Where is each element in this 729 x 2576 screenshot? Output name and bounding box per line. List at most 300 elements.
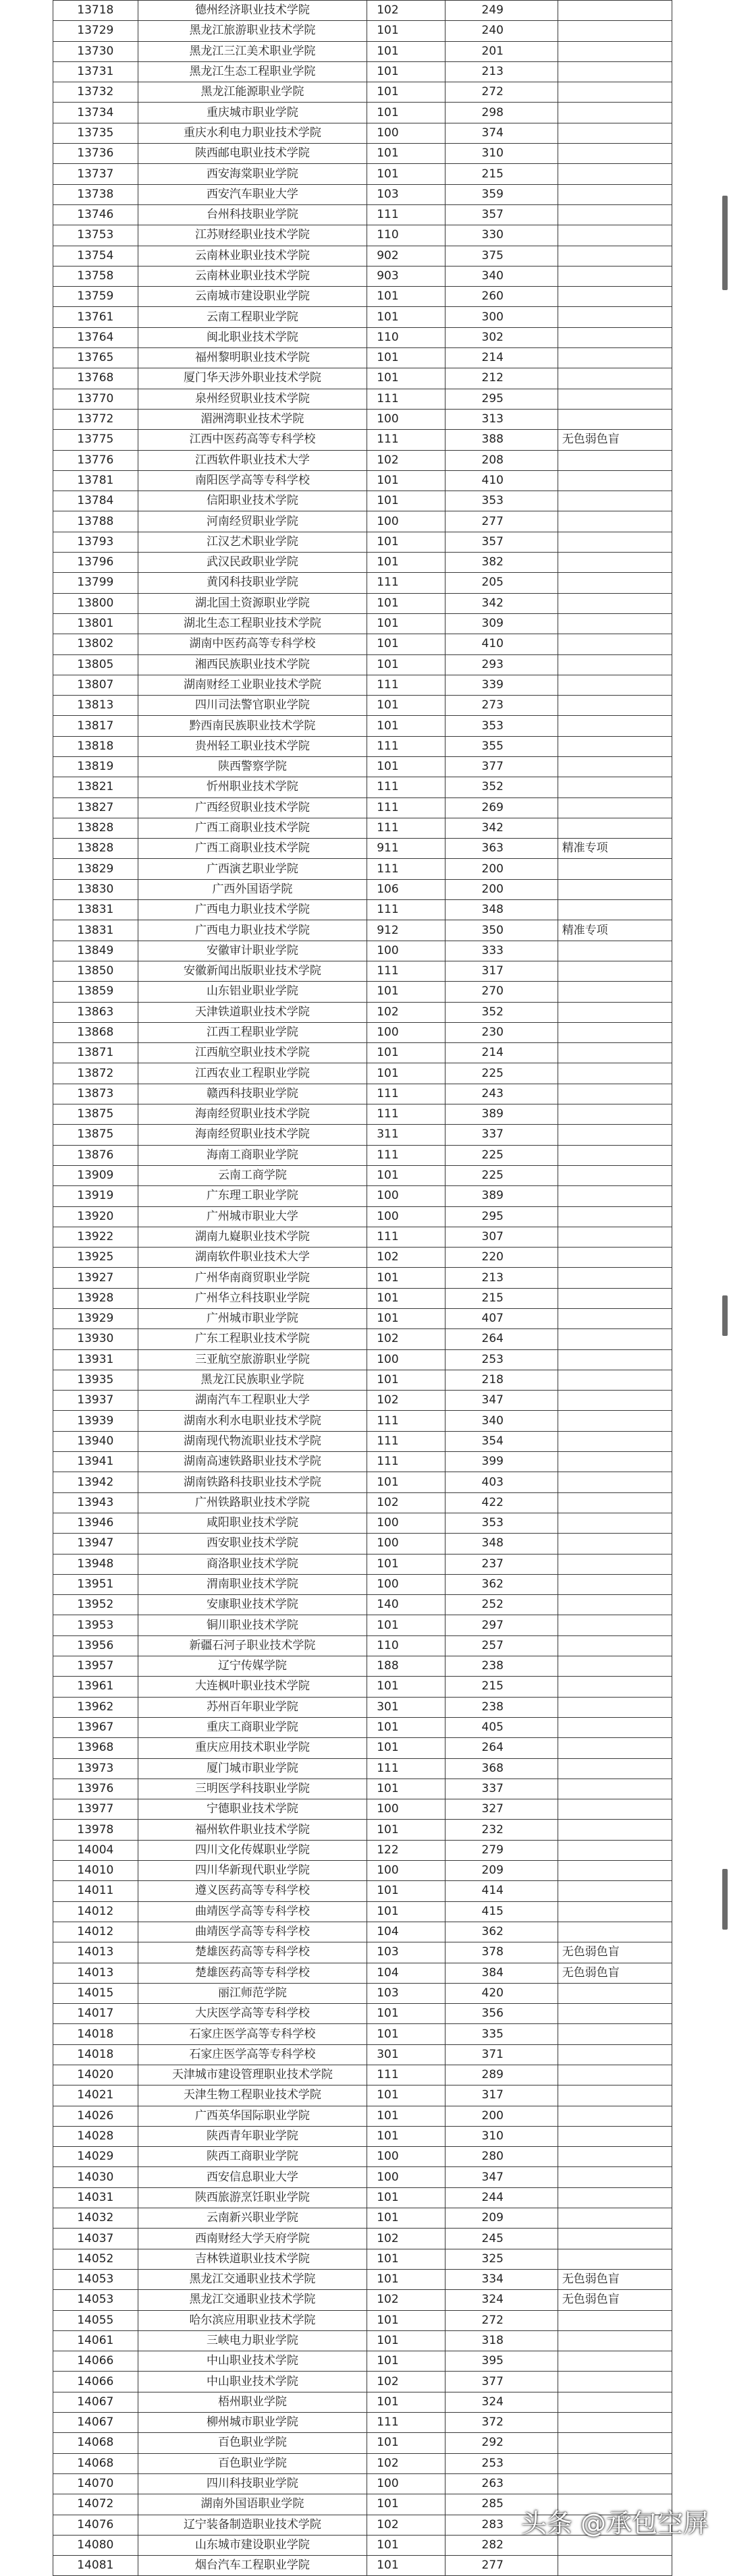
- note-cell: [558, 2126, 672, 2146]
- table-row: [53, 430, 672, 450]
- min-score-cell: 295: [445, 389, 558, 409]
- note-cell: [558, 1513, 672, 1533]
- subject-type-cell: 101: [367, 1309, 445, 1329]
- school-name-cell: 湖南水利水电职业技术学院: [138, 1411, 367, 1431]
- min-score-cell: 243: [445, 1084, 558, 1104]
- school-name-cell: 天津生物工程职业技术学院: [138, 2085, 367, 2106]
- table-row: [53, 246, 672, 266]
- school-name-cell: 闽北职业技术学院: [138, 327, 367, 347]
- subject-type-cell: 100: [367, 1349, 445, 1370]
- subject-type-cell: 101: [367, 1820, 445, 1840]
- table-row: [53, 184, 672, 204]
- min-score-cell: 201: [445, 41, 558, 61]
- school-code-cell: 13947: [53, 1534, 138, 1554]
- subject-type-cell: 101: [367, 553, 445, 573]
- subject-type-cell: 101: [367, 716, 445, 736]
- min-score-cell: 359: [445, 184, 558, 204]
- subject-type-cell: 301: [367, 1697, 445, 1717]
- note-cell: [558, 573, 672, 593]
- min-score-cell: 324: [445, 2392, 558, 2412]
- school-name-cell: 福州软件职业技术学院: [138, 1820, 367, 1840]
- note-cell: [558, 511, 672, 532]
- school-code-cell: 13799: [53, 573, 138, 593]
- min-score-cell: 325: [445, 2249, 558, 2269]
- min-score-cell: 378: [445, 1942, 558, 1963]
- min-score-cell: 264: [445, 1329, 558, 1349]
- note-cell: [558, 2433, 672, 2453]
- min-score-cell: 260: [445, 287, 558, 307]
- subject-type-cell: 100: [367, 1206, 445, 1227]
- note-cell: [558, 941, 672, 961]
- table-row: [53, 1411, 672, 1431]
- school-name-cell: 楚雄医药高等专科学校: [138, 1942, 367, 1963]
- subject-type-cell: 101: [367, 2249, 445, 2269]
- min-score-cell: 215: [445, 1677, 558, 1697]
- school-code-cell: 13935: [53, 1370, 138, 1390]
- school-name-cell: 德州经济职业技术学院: [138, 1, 367, 21]
- school-name-cell: 安徽新闻出版职业技术学院: [138, 961, 367, 981]
- note-cell: [558, 797, 672, 818]
- min-score-cell: 342: [445, 593, 558, 613]
- subject-type-cell: 111: [367, 430, 445, 450]
- subject-type-cell: 101: [367, 1370, 445, 1390]
- table-row: [53, 225, 672, 246]
- school-name-cell: 海南工商职业学院: [138, 1145, 367, 1165]
- subject-type-cell: 110: [367, 225, 445, 246]
- school-code-cell: 13829: [53, 859, 138, 879]
- note-cell: [558, 593, 672, 613]
- school-name-cell: 海南经贸职业技术学院: [138, 1104, 367, 1125]
- school-code-cell: 13718: [53, 1, 138, 21]
- school-code-cell: 14067: [53, 2392, 138, 2412]
- school-name-cell: 陕西邮电职业技术学院: [138, 144, 367, 164]
- min-score-cell: 353: [445, 491, 558, 511]
- school-code-cell: 13948: [53, 1554, 138, 1574]
- table-row: [53, 1165, 672, 1185]
- school-code-cell: 13929: [53, 1309, 138, 1329]
- min-score-cell: 245: [445, 2229, 558, 2249]
- school-code-cell: 13759: [53, 287, 138, 307]
- school-name-cell: 吉林铁道职业技术学院: [138, 2249, 367, 2269]
- min-score-cell: 238: [445, 1656, 558, 1677]
- note-cell: [558, 61, 672, 82]
- school-name-cell: 四川科技职业学院: [138, 2473, 367, 2494]
- school-name-cell: 陕西警察学院: [138, 756, 367, 777]
- school-code-cell: 13784: [53, 491, 138, 511]
- table-row: [53, 2229, 672, 2249]
- subject-type-cell: 101: [367, 164, 445, 184]
- table-row: [53, 470, 672, 491]
- school-code-cell: 13738: [53, 184, 138, 204]
- min-score-cell: 310: [445, 144, 558, 164]
- school-code-cell: 13731: [53, 61, 138, 82]
- subject-type-cell: 101: [367, 368, 445, 389]
- note-cell: [558, 1635, 672, 1656]
- school-code-cell: 14066: [53, 2351, 138, 2372]
- subject-type-cell: 111: [367, 797, 445, 818]
- note-cell: [558, 144, 672, 164]
- school-name-cell: 中山职业技术学院: [138, 2372, 367, 2392]
- school-name-cell: 广州城市职业大学: [138, 1206, 367, 1227]
- note-cell: [558, 1820, 672, 1840]
- min-score-cell: 277: [445, 511, 558, 532]
- table-row: [53, 1349, 672, 1370]
- school-code-cell: 13871: [53, 1043, 138, 1063]
- school-code-cell: 13920: [53, 1206, 138, 1227]
- school-name-cell: 辽宁传媒学院: [138, 1656, 367, 1677]
- school-name-cell: 重庆应用技术职业学院: [138, 1738, 367, 1758]
- table-row: [53, 1391, 672, 1411]
- school-code-cell: 13802: [53, 634, 138, 654]
- school-name-cell: 西南财经大学天府学院: [138, 2229, 367, 2249]
- note-cell: [558, 82, 672, 103]
- subject-type-cell: 101: [367, 613, 445, 634]
- note-cell: [558, 1922, 672, 1942]
- note-cell: [558, 1799, 672, 1820]
- table-row: [53, 2024, 672, 2044]
- note-cell: [558, 164, 672, 184]
- school-name-cell: 宁德职业技术学院: [138, 1799, 367, 1820]
- school-name-cell: 大庆医学高等专科学校: [138, 2004, 367, 2024]
- min-score-cell: 382: [445, 553, 558, 573]
- table-row: [53, 2433, 672, 2453]
- min-score-cell: 317: [445, 961, 558, 981]
- min-score-cell: 339: [445, 675, 558, 695]
- school-name-cell: 四川司法警官职业学院: [138, 696, 367, 716]
- school-name-cell: 四川华新现代职业学院: [138, 1861, 367, 1881]
- subject-type-cell: 100: [367, 1534, 445, 1554]
- table-row: [53, 2413, 672, 2433]
- table-row: [53, 1677, 672, 1697]
- subject-type-cell: 101: [367, 1288, 445, 1308]
- scrollbar-thumb-top[interactable]: [722, 196, 728, 290]
- subject-type-cell: 101: [367, 41, 445, 61]
- subject-type-cell: 102: [367, 2290, 445, 2310]
- subject-type-cell: 104: [367, 1963, 445, 1983]
- subject-type-cell: 101: [367, 2085, 445, 2106]
- min-score-cell: 384: [445, 1963, 558, 1983]
- note-cell: [558, 1492, 672, 1513]
- table-row: [53, 1002, 672, 1022]
- table-row: [53, 839, 672, 859]
- note-cell: [558, 1125, 672, 1145]
- school-code-cell: 13735: [53, 123, 138, 143]
- note-cell: 精准专项: [558, 839, 672, 859]
- table-row: [53, 1309, 672, 1329]
- subject-type-cell: 101: [367, 1677, 445, 1697]
- min-score-cell: 395: [445, 2351, 558, 2372]
- school-code-cell: 13831: [53, 920, 138, 941]
- subject-type-cell: 101: [367, 1717, 445, 1737]
- subject-type-cell: 111: [367, 818, 445, 838]
- school-name-cell: 湖南汽车工程职业大学: [138, 1391, 367, 1411]
- school-name-cell: 湄洲湾职业技术学院: [138, 409, 367, 429]
- subject-type-cell: 903: [367, 266, 445, 286]
- school-code-cell: 13801: [53, 613, 138, 634]
- min-score-cell: 347: [445, 2167, 558, 2187]
- school-name-cell: 广西外国语学院: [138, 879, 367, 899]
- school-name-cell: 铜川职业技术学院: [138, 1615, 367, 1635]
- school-name-cell: 南阳医学高等专科学校: [138, 470, 367, 491]
- school-name-cell: 湖南软件职业技术大学: [138, 1248, 367, 1268]
- school-name-cell: 陕西工商职业学院: [138, 2147, 367, 2167]
- note-cell: [558, 1248, 672, 1268]
- school-code-cell: 13770: [53, 389, 138, 409]
- min-score-cell: 277: [445, 2556, 558, 2576]
- note-cell: [558, 1472, 672, 1492]
- min-score-cell: 298: [445, 103, 558, 123]
- subject-type-cell: 101: [367, 470, 445, 491]
- min-score-cell: 356: [445, 2004, 558, 2024]
- table-row: [53, 532, 672, 552]
- table-row: [53, 2453, 672, 2473]
- min-score-cell: 289: [445, 2065, 558, 2085]
- school-code-cell: 13962: [53, 1697, 138, 1717]
- table-row: [53, 2126, 672, 2146]
- school-name-cell: 云南新兴职业学院: [138, 2208, 367, 2229]
- school-name-cell: 山东铝业职业学院: [138, 982, 367, 1002]
- subject-type-cell: 101: [367, 2351, 445, 2372]
- school-code-cell: 14070: [53, 2473, 138, 2494]
- note-cell: [558, 41, 672, 61]
- school-code-cell: 13973: [53, 1758, 138, 1779]
- min-score-cell: 310: [445, 2126, 558, 2146]
- subject-type-cell: 101: [367, 2126, 445, 2146]
- min-score-cell: 282: [445, 2535, 558, 2555]
- school-code-cell: 13758: [53, 266, 138, 286]
- table-row: [53, 1901, 672, 1922]
- subject-type-cell: 110: [367, 1635, 445, 1656]
- school-code-cell: 13967: [53, 1717, 138, 1737]
- min-score-cell: 389: [445, 1186, 558, 1206]
- school-code-cell: 13875: [53, 1104, 138, 1125]
- note-cell: [558, 553, 672, 573]
- school-code-cell: 14061: [53, 2330, 138, 2351]
- table-row: [53, 1125, 672, 1145]
- school-name-cell: 广西工商职业技术学院: [138, 818, 367, 838]
- note-cell: [558, 1391, 672, 1411]
- min-score-cell: 405: [445, 1717, 558, 1737]
- note-cell: [558, 2473, 672, 2494]
- note-cell: [558, 1063, 672, 1084]
- min-score-cell: 257: [445, 1635, 558, 1656]
- min-score-cell: 295: [445, 1206, 558, 1227]
- subject-type-cell: 100: [367, 1861, 445, 1881]
- school-code-cell: 13927: [53, 1268, 138, 1288]
- min-score-cell: 307: [445, 1227, 558, 1247]
- subject-type-cell: 102: [367, 1492, 445, 1513]
- school-name-cell: 三峡电力职业学院: [138, 2330, 367, 2351]
- note-cell: [558, 675, 672, 695]
- table-row: [53, 696, 672, 716]
- min-score-cell: 225: [445, 1063, 558, 1084]
- table-row: [53, 675, 672, 695]
- school-name-cell: 云南城市建设职业学院: [138, 287, 367, 307]
- note-cell: [558, 2351, 672, 2372]
- school-code-cell: 14052: [53, 2249, 138, 2269]
- subject-type-cell: 101: [367, 2433, 445, 2453]
- table-row: [53, 1084, 672, 1104]
- note-cell: [558, 1309, 672, 1329]
- school-name-cell: 厦门华天涉外职业技术学院: [138, 368, 367, 389]
- school-code-cell: 13781: [53, 470, 138, 491]
- scrollbar-thumb-mid[interactable]: [722, 1295, 728, 1336]
- school-name-cell: 云南林业职业技术学院: [138, 246, 367, 266]
- subject-type-cell: 111: [367, 1452, 445, 1472]
- subject-type-cell: 100: [367, 941, 445, 961]
- school-name-cell: 黔西南民族职业技术学院: [138, 716, 367, 736]
- min-score-cell: 335: [445, 2024, 558, 2044]
- table-row: [53, 1513, 672, 1533]
- min-score-cell: 283: [445, 2515, 558, 2535]
- min-score-cell: 377: [445, 756, 558, 777]
- min-score-cell: 264: [445, 1738, 558, 1758]
- school-code-cell: 14015: [53, 1983, 138, 2003]
- note-cell: [558, 1349, 672, 1370]
- note-cell: [558, 736, 672, 756]
- note-cell: [558, 184, 672, 204]
- note-cell: [558, 348, 672, 368]
- table-row: [53, 2269, 672, 2289]
- school-code-cell: 13952: [53, 1595, 138, 1615]
- school-code-cell: 14067: [53, 2413, 138, 2433]
- subject-type-cell: 102: [367, 2453, 445, 2473]
- school-name-cell: 广西电力职业技术学院: [138, 920, 367, 941]
- min-score-cell: 352: [445, 777, 558, 797]
- school-name-cell: 中山职业技术学院: [138, 2351, 367, 2372]
- table-row: [53, 21, 672, 41]
- school-code-cell: 13957: [53, 1656, 138, 1677]
- table-row: [53, 900, 672, 920]
- school-code-cell: 14053: [53, 2269, 138, 2289]
- school-name-cell: 安康职业技术学院: [138, 1595, 367, 1615]
- school-code-cell: 14010: [53, 1861, 138, 1881]
- subject-type-cell: 101: [367, 103, 445, 123]
- school-code-cell: 13753: [53, 225, 138, 246]
- min-score-cell: 410: [445, 470, 558, 491]
- school-code-cell: 13928: [53, 1288, 138, 1308]
- min-score-cell: 415: [445, 1901, 558, 1922]
- table-row: [53, 613, 672, 634]
- school-name-cell: 湘西民族职业技术学院: [138, 654, 367, 675]
- table-row: [53, 1104, 672, 1125]
- min-score-cell: 225: [445, 1165, 558, 1185]
- subject-type-cell: 301: [367, 2044, 445, 2065]
- subject-type-cell: 100: [367, 2167, 445, 2187]
- school-name-cell: 哈尔滨应用职业技术学院: [138, 2310, 367, 2330]
- min-score-cell: 253: [445, 1349, 558, 1370]
- school-name-cell: 三明医学科技职业学院: [138, 1779, 367, 1799]
- min-score-cell: 272: [445, 2310, 558, 2330]
- school-name-cell: 黄冈科技职业学院: [138, 573, 367, 593]
- school-name-cell: 西安海棠职业学院: [138, 164, 367, 184]
- school-name-cell: 云南工商学院: [138, 1165, 367, 1185]
- subject-type-cell: 102: [367, 1329, 445, 1349]
- note-cell: [558, 1084, 672, 1104]
- subject-type-cell: 102: [367, 2515, 445, 2535]
- table-row: [53, 2085, 672, 2106]
- school-code-cell: 14018: [53, 2024, 138, 2044]
- school-name-cell: 重庆水利电力职业技术学院: [138, 123, 367, 143]
- table-row: [53, 1492, 672, 1513]
- note-cell: [558, 1677, 672, 1697]
- school-name-cell: 江西农业工程职业学院: [138, 1063, 367, 1084]
- min-score-cell: 220: [445, 1248, 558, 1268]
- school-code-cell: 13828: [53, 839, 138, 859]
- table-row: [53, 797, 672, 818]
- note-cell: [558, 204, 672, 225]
- table-row: [53, 2249, 672, 2269]
- note-cell: [558, 1268, 672, 1288]
- table-row: [53, 2330, 672, 2351]
- subject-type-cell: 101: [367, 2187, 445, 2208]
- note-cell: [558, 613, 672, 634]
- school-code-cell: 13946: [53, 1513, 138, 1533]
- school-name-cell: 湖南外国语职业学院: [138, 2494, 367, 2515]
- min-score-cell: 285: [445, 2494, 558, 2515]
- school-code-cell: 14020: [53, 2065, 138, 2085]
- school-name-cell: 大连枫叶职业技术学院: [138, 1677, 367, 1697]
- note-cell: [558, 1411, 672, 1431]
- subject-type-cell: 111: [367, 1104, 445, 1125]
- table-row: [53, 1799, 672, 1820]
- school-name-cell: 曲靖医学高等专科学校: [138, 1901, 367, 1922]
- table-row: [53, 1145, 672, 1165]
- subject-type-cell: 111: [367, 736, 445, 756]
- note-cell: [558, 21, 672, 41]
- subject-type-cell: 100: [367, 1186, 445, 1206]
- school-name-cell: 湖北生态工程职业技术学院: [138, 613, 367, 634]
- school-name-cell: 遵义医药高等专科学校: [138, 1881, 367, 1901]
- table-row: [53, 348, 672, 368]
- school-name-cell: 黑龙江交通职业技术学院: [138, 2290, 367, 2310]
- table-row: [53, 1452, 672, 1472]
- school-name-cell: 广州铁路职业技术学院: [138, 1492, 367, 1513]
- school-code-cell: 13776: [53, 450, 138, 470]
- subject-type-cell: 101: [367, 696, 445, 716]
- school-code-cell: 13943: [53, 1492, 138, 1513]
- scrollbar-thumb-low[interactable]: [722, 1869, 728, 1930]
- table-row: [53, 818, 672, 838]
- table-row: [53, 1329, 672, 1349]
- table-row: [53, 123, 672, 143]
- table-row: [53, 2004, 672, 2024]
- school-name-cell: 西安信息职业大学: [138, 2167, 367, 2187]
- subject-type-cell: 101: [367, 1063, 445, 1084]
- school-code-cell: 13922: [53, 1227, 138, 1247]
- min-score-cell: 297: [445, 1615, 558, 1635]
- table-row: [53, 1881, 672, 1901]
- table-row: [53, 1595, 672, 1615]
- table-row: [53, 573, 672, 593]
- table-row: [53, 144, 672, 164]
- table-row: [53, 511, 672, 532]
- table-row: [53, 1534, 672, 1554]
- subject-type-cell: 106: [367, 879, 445, 899]
- subject-type-cell: 101: [367, 2310, 445, 2330]
- school-code-cell: 13831: [53, 900, 138, 920]
- subject-type-cell: 100: [367, 409, 445, 429]
- min-score-cell: 214: [445, 348, 558, 368]
- min-score-cell: 272: [445, 82, 558, 103]
- note-cell: [558, 859, 672, 879]
- min-score-cell: 253: [445, 2453, 558, 2473]
- note-cell: [558, 1595, 672, 1615]
- note-cell: 无色弱色盲: [558, 1942, 672, 1963]
- subject-type-cell: 111: [367, 1411, 445, 1431]
- table-row: [53, 593, 672, 613]
- table-row: [53, 2310, 672, 2330]
